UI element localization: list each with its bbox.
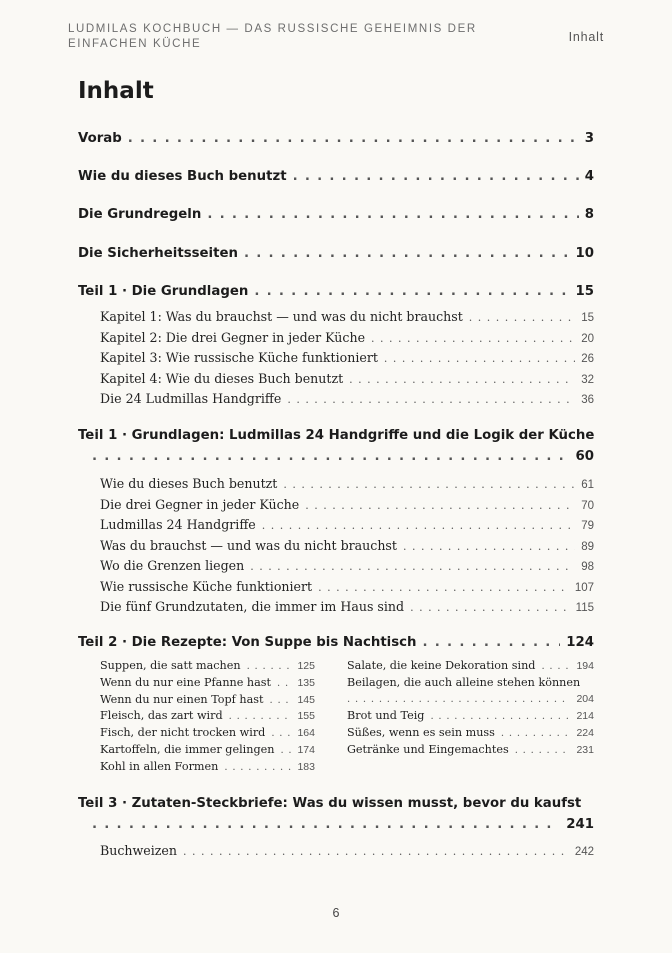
toc-subentry-page: 242 [574,846,594,858]
toc-subentry[interactable] [100,350,594,371]
toc-subentry-label: Die fünf Grundzutaten, die immer im Haus sind [100,599,405,614]
dot-leader [128,131,579,146]
toc-recipe-entry[interactable] [100,659,315,676]
toc-subentry-page: 61 [581,479,594,491]
toc-recipe-label: Brot und Teig [347,709,425,723]
toc-recipe-page: 224 [576,727,594,740]
toc-entry-label: Die Sicherheitsseiten [78,246,238,261]
toc-recipe-label: Wenn du nur einen Topf hast [100,692,264,706]
toc-recipe-label: Beilagen, die auch alleine stehen können [347,675,581,689]
toc-recipe-label: Fisch, der nicht trocken wird [100,726,266,740]
toc-recipe-page: 145 [297,693,315,706]
toc-subentry-page: 79 [581,520,594,532]
toc-subentry[interactable] [100,391,594,412]
toc-subentry-page: 89 [581,540,594,553]
toc-entry-teil2-rezepte[interactable] [78,635,594,650]
toc-recipe-page: 183 [297,760,315,773]
dot-leader [229,711,292,722]
toc-entry-label: Vorab [78,131,122,146]
dot-leader [250,560,575,573]
dot-leader [469,311,575,324]
toc-recipe-entry[interactable] [347,709,594,726]
toc-entry-page: 124 [566,635,594,650]
toc-recipe-page: 194 [576,660,594,672]
toc-recipe-entry[interactable] [100,709,315,726]
toc-subentry-label: Die 24 Ludmillas Handgriffe [100,391,282,406]
toc-recipe-label: Getränke und Eingemachtes [347,742,509,756]
toc-recipe-entry[interactable] [100,676,315,693]
toc-entry-label: Teil 2 · Die Rezepte: Von Suppe bis Nachtisch [78,635,417,650]
dot-leader [280,745,291,756]
toc-subentry-page: 36 [581,394,594,406]
recipe-column-left [100,659,347,777]
dot-leader [244,246,570,261]
toc-subentry-label: Kapitel 1: Was du brauchst — und was du nicht brauchst [100,309,463,324]
dot-leader [410,601,570,614]
dot-leader [207,207,578,222]
toc-recipe-page: 231 [576,743,594,756]
toc-entry-label: Wie du dieses Buch benutzt [78,169,287,184]
teil1-grundlagen-chapter-list [78,309,594,412]
toc-recipe-label: Kartoffeln, die immer gelingen [100,742,275,756]
toc-subentry[interactable] [100,330,594,351]
toc-subentry-label: Kapitel 2: Die drei Gegner in jeder Küche [100,329,366,345]
dot-leader [183,845,569,858]
toc-entry-grundregeln[interactable] [78,207,594,222]
toc-subentry[interactable] [100,309,594,330]
toc-entry-page: 4 [584,169,594,184]
toc-entry-label: Teil 1 · Grundlagen: Ludmillas 24 Handgriffe und die Logik der Küche [78,428,595,443]
toc-entry-page: 15 [575,284,594,299]
toc-entry-label: Teil 1 · Die Grundlagen [78,284,249,299]
toc-recipe-label: Fleisch, das zart wird [100,709,223,723]
toc-entry-sicherheit[interactable] [78,246,594,261]
dot-leader [347,694,570,705]
page-number: 6 [332,906,340,920]
toc-subentry-label: Wie russische Küche funktioniert [100,578,313,594]
toc-subentry-label: Buchweizen [100,843,177,858]
toc-recipe-entry[interactable] [100,726,315,743]
dot-leader [515,745,571,756]
dot-leader [384,352,575,365]
teil3-ingredient-list [78,843,594,864]
toc-entry-page: 8 [584,207,594,222]
toc-subentry[interactable] [100,476,594,497]
dot-leader [254,284,569,299]
toc-entry-teil1-grundlagen[interactable] [78,284,594,299]
dot-leader [283,478,575,491]
toc-subentry-page: 70 [581,499,594,512]
teil2-recipe-columns [78,659,594,777]
toc-recipe-label: Suppen, die satt machen [100,659,241,672]
running-title: LUDMILAS KOCHBUCH — DAS RUSSISCHE GEHEIMNIS DER EINFACHEN KÜCHE [68,23,477,50]
dot-leader [423,635,561,650]
toc-subentry-page: 98 [581,561,594,573]
toc-subentry-label: Kapitel 3: Wie russische Küche funktioniert [100,350,378,365]
dot-leader [262,519,575,532]
toc-subentry-page: 115 [575,602,594,614]
dot-leader [305,499,575,512]
toc-recipe-entry[interactable] [347,659,594,676]
dot-leader [349,373,575,386]
toc-recipe-entry[interactable] [100,743,315,760]
toc-subentry-label: Was du brauchst — und was du nicht brauchst [100,537,397,553]
toc-subentry[interactable] [100,538,594,559]
dot-leader [430,711,570,722]
toc-subentry[interactable] [100,517,594,538]
toc-entry-label: Teil 3 · Zutaten-Steckbriefe: Was du wissen musst, bevor du kaufst [78,796,582,811]
toc-subentry-page: 15 [581,312,594,324]
toc-entry-benutzung[interactable] [78,169,594,184]
teil1-handgriffe-chapter-list [78,476,594,620]
toc-recipe-label: Süßes, wenn es sein muss [347,726,495,740]
dot-leader [371,332,575,345]
toc-recipe-entry[interactable] [100,760,315,777]
toc-entry-page: 3 [584,131,594,146]
toc-subentry-label: Wo die Grenzen liegen [100,558,245,573]
running-section-label: Inhalt [568,30,604,44]
toc-subentry[interactable] [100,371,594,392]
dot-leader [277,678,291,689]
toc-subentry-page: 32 [581,373,594,386]
dot-leader [247,661,292,672]
dot-leader [271,728,291,739]
dot-leader [287,393,575,406]
toc-recipe-page: 155 [297,710,315,723]
page-title: Inhalt [78,78,154,104]
toc-subentry-label: Die drei Gegner in jeder Küche [100,496,300,512]
recipe-column-right [347,659,594,777]
dot-leader [92,817,560,832]
toc-subentry[interactable] [100,599,594,620]
toc-recipe-entry[interactable] [100,693,315,710]
toc-entry-label: Die Grundregeln [78,207,202,222]
toc-subentry-label: Wie du dieses Buch benutzt [100,476,278,491]
toc-entry-teil3-zutaten[interactable] [78,796,594,832]
dot-leader [403,540,575,553]
dot-leader [92,449,569,464]
toc-subentry-page: 26 [581,353,594,365]
toc-recipe-entry[interactable] [347,726,594,743]
dot-leader [270,695,292,706]
toc-recipe-page: 174 [297,743,315,756]
toc-entry-teil1-handgriffe[interactable] [78,428,594,464]
toc-recipe-label: Salate, die keine Dekoration sind [347,659,536,672]
toc-recipe-entry[interactable] [347,676,594,710]
toc-recipe-page: 204 [576,692,594,705]
toc-subentry-page: 107 [574,581,594,594]
dot-leader [501,728,571,739]
toc-recipe-label: Kohl in allen Formen [100,759,219,773]
toc-subentry[interactable] [100,558,594,579]
dot-leader [541,661,570,672]
toc-recipe-page: 164 [297,727,315,740]
toc-recipe-page: 214 [576,710,594,723]
dot-leader [224,762,291,773]
toc-recipe-entry[interactable] [347,743,594,760]
toc-recipe-page: 135 [297,676,315,689]
toc-recipe-page: 125 [297,660,315,672]
toc-entry-page: 10 [575,246,594,261]
toc-subentry[interactable] [100,843,594,864]
toc-entry-page: 60 [575,449,594,464]
toc-recipe-label: Wenn du nur eine Pfanne hast [100,675,272,689]
toc-subentry-label: Ludmillas 24 Handgriffe [100,517,256,532]
toc-entry-page: 241 [566,817,594,832]
toc-subentry-page: 20 [581,332,594,345]
toc-subentry-label: Kapitel 4: Wie du dieses Buch benutzt [100,370,344,386]
toc-subentry[interactable] [100,579,594,600]
dot-leader [293,169,579,184]
toc-entry-vorab[interactable] [78,131,594,146]
dot-leader [318,581,569,594]
toc-subentry[interactable] [100,497,594,518]
